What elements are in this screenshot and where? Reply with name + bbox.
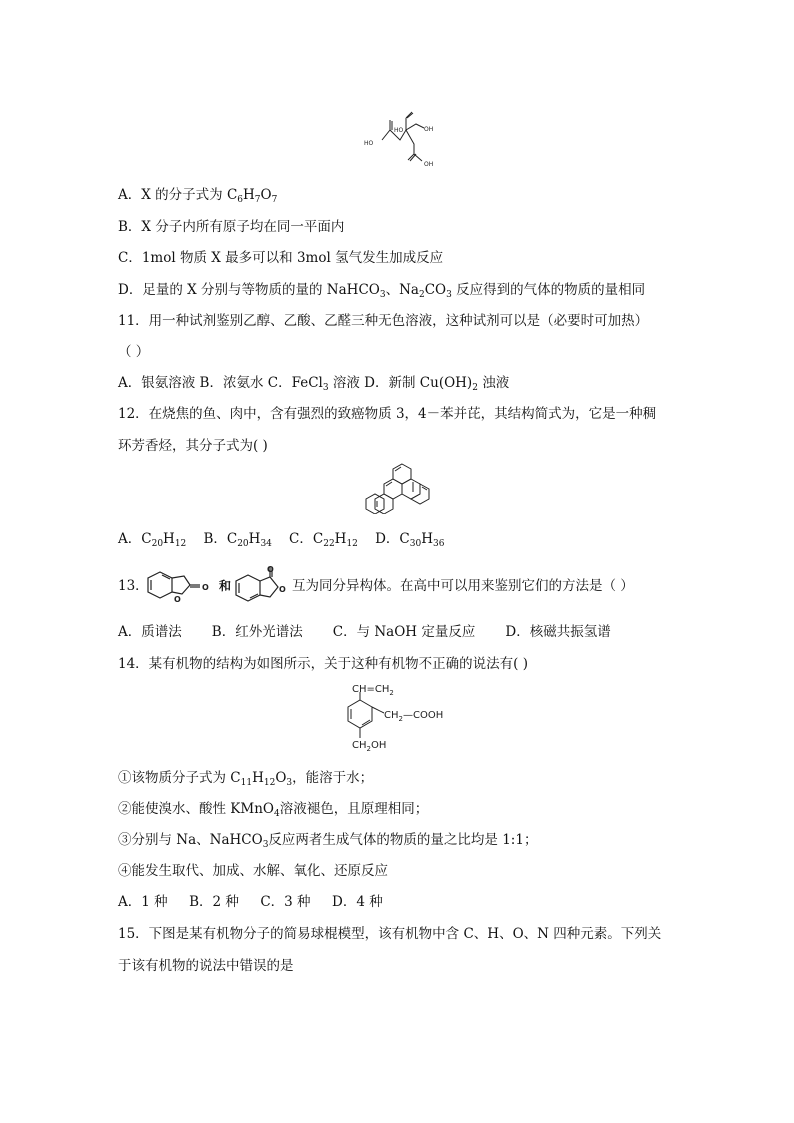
q14-stem: 14．某有机物的结构为如图所示，关于这种有机物不正确的说法有( )	[118, 656, 529, 672]
q13-stem-tail: 互为同分异构体。在高中可以用来鉴别它们的方法是（ ）	[292, 578, 634, 594]
q15-stem-line2: 于该有机物的说法中错误的是	[118, 958, 294, 974]
cooh-bottom-label: OH	[424, 161, 434, 168]
q11-stem: 11．用一种试剂鉴别乙醇、乙酸、乙醛三种无色溶液，这种试剂可以是（必要时可加热）	[118, 313, 649, 329]
benzofuranone-structure	[146, 568, 216, 604]
svg-text:CH2—COOH: $CH_2—COOH$	[384, 710, 444, 723]
q15-stem-line1: 15．下图是某有机物分子的简易球棍模型，该有机物中含 C、H、O、N 四种元素。下列关	[118, 926, 662, 942]
o-label-carbonyl1: O	[202, 583, 209, 592]
ho-label: HO	[394, 127, 404, 134]
benzopyrene-structure	[362, 462, 442, 514]
q13-and-label: 和	[219, 579, 232, 593]
citric-acid-structure	[360, 104, 450, 174]
q13-options: A．质谱法 B．红外光谱法 C．与 NaOH 定量反应 D．核磁共振氢谱	[118, 624, 611, 640]
cooh-right-label: OH	[424, 126, 434, 133]
q14-statement-1: ①该物质分子式为 $C_{11}H_{12}O_3$，能溶于水；	[118, 770, 374, 788]
q14-statement-3: ③分别与 Na、NaHCO$_3$反应两者生成气体的物质的量之比均是 1:1；	[118, 832, 538, 850]
svg-text:CH2OH: $CH_2OH$	[352, 740, 387, 753]
phthalide-structure	[234, 563, 292, 607]
q13-number: 13．	[118, 578, 149, 594]
q12-stem-line1: 12．在烧焦的鱼、肉中，含有强烈的致癌物质 3，4－苯并芘，其结构简式为，它是一种稠	[118, 406, 657, 422]
q10-option-b: B．X 分子内所有原子均在同一平面内	[118, 219, 345, 235]
q10-option-c: C．1mol 物质 X 最多可以和 3mol 氢气发生加成反应	[118, 250, 444, 266]
svg-text:CH=CH2: $CH=CH_2$	[352, 684, 394, 697]
q12-stem-line2: 环芳香烃，其分子式为( )	[118, 438, 268, 454]
o-label-ring1: O	[174, 595, 181, 604]
o-label-carbonyl2: O	[267, 565, 274, 574]
q14-statement-2: ②能使溴水、酸性 KMnO$_4$溶液褪色，且原理相同；	[118, 801, 429, 819]
q10-option-d: D．足量的 X 分别与等物质的量的 NaHCO$_3$、$Na_2CO_3$ 反应得到的气体的物质的量相同	[118, 282, 646, 300]
q14-statement-4: ④能发生取代、加成、水解、氧化、还原反应	[118, 863, 388, 879]
o-label-ring2: O	[279, 585, 286, 594]
q14-structure	[330, 682, 460, 762]
q11-options: A．银氨溶液 B．浓氨水 C．FeCl$_3$ 溶液 D．新制 $Cu(OH)_2$ 浊液	[118, 375, 510, 393]
hooc-left-label: HO	[364, 140, 374, 147]
q14-options: A．1 种 B．2 种 C．3 种 D．4 种	[118, 894, 383, 910]
q12-options: A．$C_{20}H_{12}$ B．$C_{20}H_{34}$ C．$C_{22}H_{12}$ D．$C_{30}H_{36}$	[118, 531, 445, 549]
q10-option-a: A．X 的分子式为 $C_6H_7O_7$	[118, 187, 278, 205]
q11-paren: （ ）	[118, 344, 150, 360]
